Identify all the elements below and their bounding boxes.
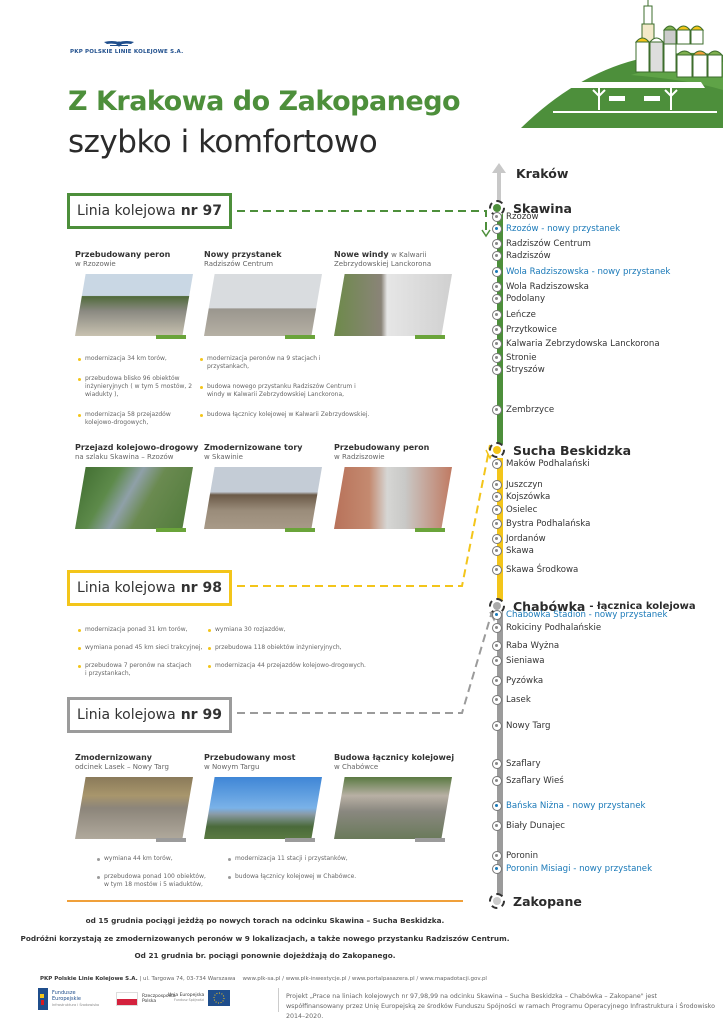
major-station-sub: - łącznica kolejowa — [589, 600, 696, 612]
photo-card — [334, 753, 455, 839]
bullet: przebudowa 118 obiektów inżynieryjnych, — [208, 644, 408, 652]
card-title: Nowe windy — [334, 250, 389, 259]
footer-link[interactable]: www.plk-inwestycje.pl — [285, 976, 347, 982]
bullet: wymiana ponad 45 km sieci trakcyjnej, — [78, 644, 208, 652]
photo-card — [204, 753, 322, 839]
station — [492, 504, 537, 516]
photo-accent — [285, 335, 315, 339]
station — [492, 533, 546, 545]
line-99-connector — [237, 605, 494, 713]
station-icon — [492, 519, 502, 529]
bullet: przebudowa ponad 100 obiektów, w tym 18 mostów i 5 wiaduktów, — [97, 873, 207, 889]
bullet: modernizacja 44 przejazdów kolejowo-drogowych. — [208, 662, 428, 670]
station-name: Kalwaria Zebrzydowska Lanckorona — [506, 339, 660, 349]
station — [492, 640, 559, 652]
card-subtitle: odcinek Lasek – Nowy Targ — [75, 763, 169, 771]
note: Podróżni korzystają ze zmodernizowanych peronów w 9 lokalizacjach, a także nowego przystanku Radziszów Centrum. — [20, 934, 510, 943]
station-name: Juszczyn — [506, 480, 543, 490]
station — [492, 309, 536, 321]
station-icon — [492, 353, 502, 363]
link-separator: / — [416, 976, 419, 982]
station — [492, 820, 565, 832]
station-name: Wola Radziszowska — [506, 282, 589, 292]
fe-name2: Europejskie — [52, 996, 81, 1002]
ue-sub: Fundusz Spójności — [174, 998, 205, 1002]
station-name: Rzozów - nowy przystanek — [506, 224, 621, 234]
station-name: Pyzówka — [506, 676, 544, 686]
card-title: Budowa łącznicy kolejowej — [334, 753, 455, 762]
rp-name1: Rzeczpospolita — [142, 993, 176, 999]
photo-accent — [156, 838, 186, 842]
note: od 15 grudnia pociągi jeżdżą po nowych torach na odcinku Skawina – Sucha Beskidzka. — [85, 916, 445, 925]
card-subtitle: w Rzozowie — [75, 260, 116, 268]
station-name: Chabówka Stadion - nowy przystanek — [506, 610, 668, 620]
bullet: modernizacja ponad 31 km torów, — [78, 626, 208, 634]
footer-company: PKP Polskie Linie Kolejowe S.A. — [40, 976, 138, 982]
station-name: Szaflary — [506, 759, 541, 769]
station-name: Szaflary Wieś — [506, 776, 564, 786]
project-text: Projekt „Prace na liniach kolejowych nr 97,98,99 na odcinku Skawina – Sucha Beskidzka – Chabówka – Zakopane" jest współfinansowany przez Unię Europejską ze środków Funduszu Spójności w ramach Programu Operacyjnego Infrastruktura i Środowisko 2014–2020. — [286, 993, 715, 1020]
station — [492, 281, 589, 293]
station-name: Skawa Środkowa — [506, 565, 579, 575]
station — [492, 622, 601, 634]
fe-flag-icon — [38, 988, 48, 1010]
station — [492, 458, 590, 470]
ue-name: Unia Europejska — [168, 992, 205, 998]
photo-accent — [415, 838, 445, 842]
major-station-icon — [489, 442, 505, 458]
major-station-name: Skawina — [513, 200, 572, 216]
card-title: Zmodernizowane tory — [204, 443, 303, 452]
station — [492, 404, 554, 416]
station-icon — [492, 821, 502, 831]
footer-divider — [278, 988, 279, 1012]
station-icon — [492, 695, 502, 705]
major-station-name: Zakopane — [513, 893, 582, 909]
station-icon — [492, 505, 502, 515]
station — [492, 238, 591, 250]
station-icon — [492, 546, 502, 556]
photo-accent — [285, 528, 315, 532]
station — [492, 338, 660, 350]
station-name: Radziszów Centrum — [506, 239, 591, 249]
card-title: Przejazd kolejowo-drogowy — [75, 443, 199, 452]
fundusze-europejskie-logo — [38, 988, 99, 1010]
station — [492, 266, 670, 278]
line-97-label — [67, 193, 232, 229]
station-name: Bystra Podhalańska — [506, 519, 591, 529]
station-icon — [492, 310, 502, 320]
bullet: przebudowa 7 peronów na stacjach i przystankach, — [78, 662, 193, 678]
photo-section-lasek — [75, 777, 193, 839]
pkp-logo — [70, 40, 184, 55]
station-icon — [492, 325, 502, 335]
rp-name2: Polska — [142, 999, 157, 1004]
footer-link[interactable]: www.mapadotacji.gov.pl — [419, 976, 487, 982]
major-station — [489, 893, 582, 909]
station-icon — [492, 251, 502, 261]
line-97-prefix: Linia kolejowa — [77, 203, 176, 219]
station — [492, 800, 645, 812]
station — [492, 518, 590, 530]
station-name: Maków Podhalański — [506, 459, 590, 469]
station-name: Raba Wyżna — [506, 641, 560, 651]
line-98-label — [67, 570, 232, 606]
station — [492, 293, 545, 305]
station-name: Lasek — [506, 695, 531, 705]
station-icon — [492, 282, 502, 292]
station-icon — [492, 534, 502, 544]
eu-flag-icon — [208, 990, 230, 1006]
bullet: przebudowa blisko 96 obiektów inżynieryjnych ( w tym 5 mostów, 2 wiadukty ), — [78, 375, 198, 399]
bullet: budowa nowego przystanku Radziszów Centrum i windy w Kalwarii Zebrzydowskiej Lanckorona, — [200, 383, 375, 399]
station-icon — [492, 459, 502, 469]
card-subtitle: w Nowym Targu — [204, 763, 260, 771]
new-stop-icon — [492, 267, 502, 277]
card-subtitle: Radziszów Centrum — [204, 260, 274, 268]
card-subtitle: w Chabówce — [334, 763, 379, 771]
major-station-name: Sucha Beskidzka — [513, 442, 632, 458]
station-icon — [492, 721, 502, 731]
bullet: modernizacja 58 przejazdów kolejowo-drogowych, — [78, 411, 188, 427]
station-icon — [492, 851, 502, 861]
station — [492, 609, 667, 621]
card-subtitle: na szlaku Skawina – Rzozów — [75, 453, 174, 461]
station — [492, 479, 543, 491]
station-name: Leńcze — [506, 310, 536, 320]
station-name: Sieniawa — [506, 656, 545, 666]
card-subtitle: Zebrzydowskiej Lanckorona — [334, 260, 432, 268]
station-icon — [492, 365, 502, 375]
line-99-label — [67, 697, 232, 733]
photo-card — [204, 443, 322, 529]
station — [492, 324, 557, 336]
station-icon — [492, 623, 502, 633]
photo-card — [334, 443, 452, 529]
station-name: Podolany — [506, 294, 546, 304]
photo-level-crossing — [75, 467, 193, 529]
station — [492, 675, 543, 687]
arrow-up-icon — [492, 163, 506, 205]
page-title: Z Krakowa do Zakopanego — [68, 86, 461, 117]
station — [492, 655, 545, 667]
station-name: Zembrzyce — [506, 405, 555, 415]
photo-bridge-nowy-targ — [204, 777, 322, 839]
station — [492, 694, 531, 706]
line-99-prefix: Linia kolejowa — [77, 707, 176, 723]
route-start: Kraków — [516, 166, 569, 181]
photo-accent — [285, 838, 315, 842]
photo-card — [75, 753, 193, 839]
line-98-prefix: Linia kolejowa — [77, 580, 176, 596]
page-subtitle: szybko i komfortowo — [68, 124, 378, 160]
station-name: Jordanów — [506, 534, 546, 544]
photo-platform-rzozow — [75, 274, 193, 336]
station — [492, 545, 534, 557]
line-97-arrow-icon — [482, 230, 490, 236]
station-icon — [492, 480, 502, 490]
photo-accent — [156, 528, 186, 532]
pkp-wings-icon — [104, 40, 134, 48]
station — [492, 352, 537, 364]
photo-platform-radziszow — [334, 467, 452, 529]
station-icon — [492, 776, 502, 786]
photo-accent — [156, 335, 186, 339]
bullet: modernizacja 34 km torów, — [78, 355, 198, 363]
station-icon — [492, 641, 502, 651]
link-separator: / — [282, 976, 284, 982]
new-stop-icon — [492, 801, 502, 811]
card-title: Zmodernizowany — [75, 753, 153, 762]
bullet: modernizacja peronów na 9 stacjach i przystankach, — [200, 355, 340, 371]
footer-address: | ul. Targowa 74, 03-734 Warszawa — [139, 976, 236, 982]
major-station-icon — [489, 893, 505, 909]
photo-accent — [415, 335, 445, 339]
station-icon — [492, 759, 502, 769]
station — [492, 491, 550, 503]
new-stop-icon — [492, 864, 502, 874]
station-name: Biały Dunajec — [506, 821, 565, 831]
bullet: budowa łącznicy kolejowej w Kalwarii Zebrzydowskiej. — [200, 411, 430, 419]
station-icon — [492, 239, 502, 249]
station-icon — [492, 565, 502, 575]
unia-europejska-logo — [168, 990, 230, 1006]
footer-link[interactable]: www.plk-sa.pl — [242, 976, 281, 982]
card-title: Nowy przystanek — [204, 250, 282, 259]
station — [492, 863, 652, 875]
line-97-connector — [237, 211, 486, 230]
station — [492, 564, 578, 576]
station-name: Poronin — [506, 851, 539, 861]
bullet: budowa łącznicy kolejowej w Chabówce. — [228, 873, 378, 881]
new-stop-icon — [492, 610, 502, 620]
station-icon — [492, 294, 502, 304]
station — [492, 758, 541, 770]
note: Od 21 grudnia br. pociągi ponownie dojeżdżają do Zakopanego. — [134, 951, 396, 960]
photo-card — [75, 250, 193, 336]
polish-flag-icon — [116, 992, 138, 1006]
card-title: Przebudowany peron — [334, 443, 430, 452]
station — [492, 223, 620, 235]
station-name: Bańska Niżna - nowy przystanek — [506, 801, 646, 811]
station-icon — [492, 339, 502, 349]
bullet: wymiana 44 km torów, — [97, 855, 217, 863]
new-stop-icon — [492, 224, 502, 234]
card-title-rest: w Kalwarii — [391, 251, 427, 259]
station — [492, 250, 551, 262]
footer-contact — [40, 976, 487, 982]
photo-link-chabowka — [334, 777, 452, 839]
station-name: Skawa — [506, 546, 534, 556]
station-name: Stronie — [506, 353, 537, 363]
photo-card — [334, 250, 452, 336]
station — [492, 720, 550, 732]
footer-link[interactable]: www.portalpasazera.pl — [351, 976, 415, 982]
photo-card — [75, 443, 199, 529]
separator — [67, 900, 463, 902]
bullet: wymiana 30 rozjazdów, — [208, 626, 408, 634]
line-99-number: nr 99 — [180, 707, 222, 723]
station-name: Rokiciny Podhalańskie — [506, 623, 602, 633]
card-subtitle: w Skawinie — [204, 453, 243, 461]
station — [492, 211, 539, 223]
station-name: Poronin Misiagi - nowy przystanek — [506, 864, 653, 874]
station-name: Wola Radziszowska - nowy przystanek — [506, 267, 671, 277]
card-title: Przebudowany most — [204, 753, 296, 762]
card-subtitle: w Radziszowie — [334, 453, 385, 461]
station-icon — [492, 212, 502, 222]
town-illustration — [501, 0, 723, 130]
station — [492, 364, 545, 376]
line-97-number: nr 97 — [180, 203, 222, 219]
station-name: Osielec — [506, 505, 538, 515]
bullet: modernizacja 11 stacji i przystanków, — [228, 855, 378, 863]
photo-elevators-kalwaria — [334, 274, 452, 336]
station — [492, 775, 564, 787]
photo-new-stop-radziszow — [204, 274, 322, 336]
major-station-name: Chabówka — [513, 598, 586, 614]
line-98-number: nr 98 — [180, 580, 222, 596]
station — [492, 850, 538, 862]
fe-name1: Fundusze — [52, 990, 76, 996]
station-icon — [492, 656, 502, 666]
card-title: Przebudowany peron — [75, 250, 171, 259]
photo-accent — [415, 528, 445, 532]
station-name: Rzozów — [506, 212, 539, 222]
station-name: Radziszów — [506, 251, 551, 261]
logo-text: PKP POLSKIE LINIE KOLEJOWE S.A. — [70, 49, 184, 55]
station-name: Przytkowice — [506, 325, 557, 335]
station-icon — [492, 405, 502, 415]
rzeczpospolita-logo — [116, 992, 176, 1006]
station-name: Kojszówka — [506, 492, 551, 502]
station-icon — [492, 492, 502, 502]
station-name: Nowy Targ — [506, 721, 551, 731]
photo-tracks-skawina — [204, 467, 322, 529]
fe-sub: Infrastruktura i Środowisko — [52, 1003, 100, 1007]
link-separator: / — [348, 976, 351, 982]
station-name: Stryszów — [506, 365, 545, 375]
major-station — [489, 442, 631, 458]
photo-card — [204, 250, 322, 336]
station-icon — [492, 676, 502, 686]
